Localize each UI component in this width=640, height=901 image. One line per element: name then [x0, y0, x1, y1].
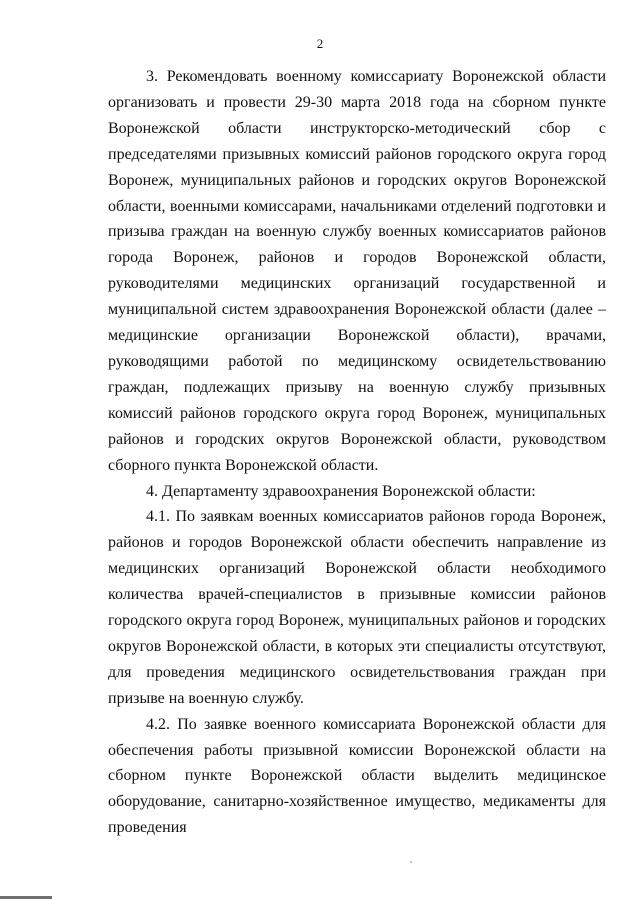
paragraph-4-heading: 4. Департаменту здравоохранения Воронежской области:	[146, 482, 536, 500]
page-number: 2	[316, 36, 324, 51]
paragraph-4-2: 4.2. По заявке военного комиссариата Воронежской области для обеспечения работы призывной комиссии Воронежской области на сборном пункте Воронежской области выделить медицинское оборудование, санитарно-хозяйственное имущество, медикаменты для проведения	[108, 715, 606, 837]
paragraph-4-1: 4.1. По заявкам военных комиссариатов районов города Воронеж, районов и городов Воронежской области обеспечить направление из медицинских организаций Воронежской области необходимого количества врачей-специалистов в призывные комиссии районов городского округа город Воронеж, муниципальных районов и городских округов Воронежской области, в которых эти специалисты отсутствуют, для проведения медицинского освидетельствования граждан при призыве на военную службу.	[108, 508, 606, 707]
paragraph-3-recommendation: 3. Рекомендовать военному комиссариату Воронежской области организовать и провести 29-30 марта 2018 года на сборном пункте Воронежской области инструкторско-методический сбор с председателями призывных комиссий районов городского округа город Воронеж, муниципальных районов и городских округов Воронежской области, военными комиссарами, начальниками отделений подготовки и призыва граждан на военную службу военных комиссариатов районов города Воронеж, районов и городов Воронежской области, руководителями медицинских организаций государственной и муниципальной систем здравоохранения Воронежской области (далее – медицинские организации Воронежской области), врачами, руководящими работой по медицинскому освидетельствованию граждан, подлежащих призыву на военную службу призывных комиссий районов городского округа город Воронеж, муниципальных районов и городских округов Воронежской области, руководством сборного пункта Воронежской области.	[108, 68, 606, 474]
scan-artifact-line	[0, 896, 52, 899]
document-body	[108, 64, 606, 841]
scan-artifact-dot	[410, 861, 412, 863]
